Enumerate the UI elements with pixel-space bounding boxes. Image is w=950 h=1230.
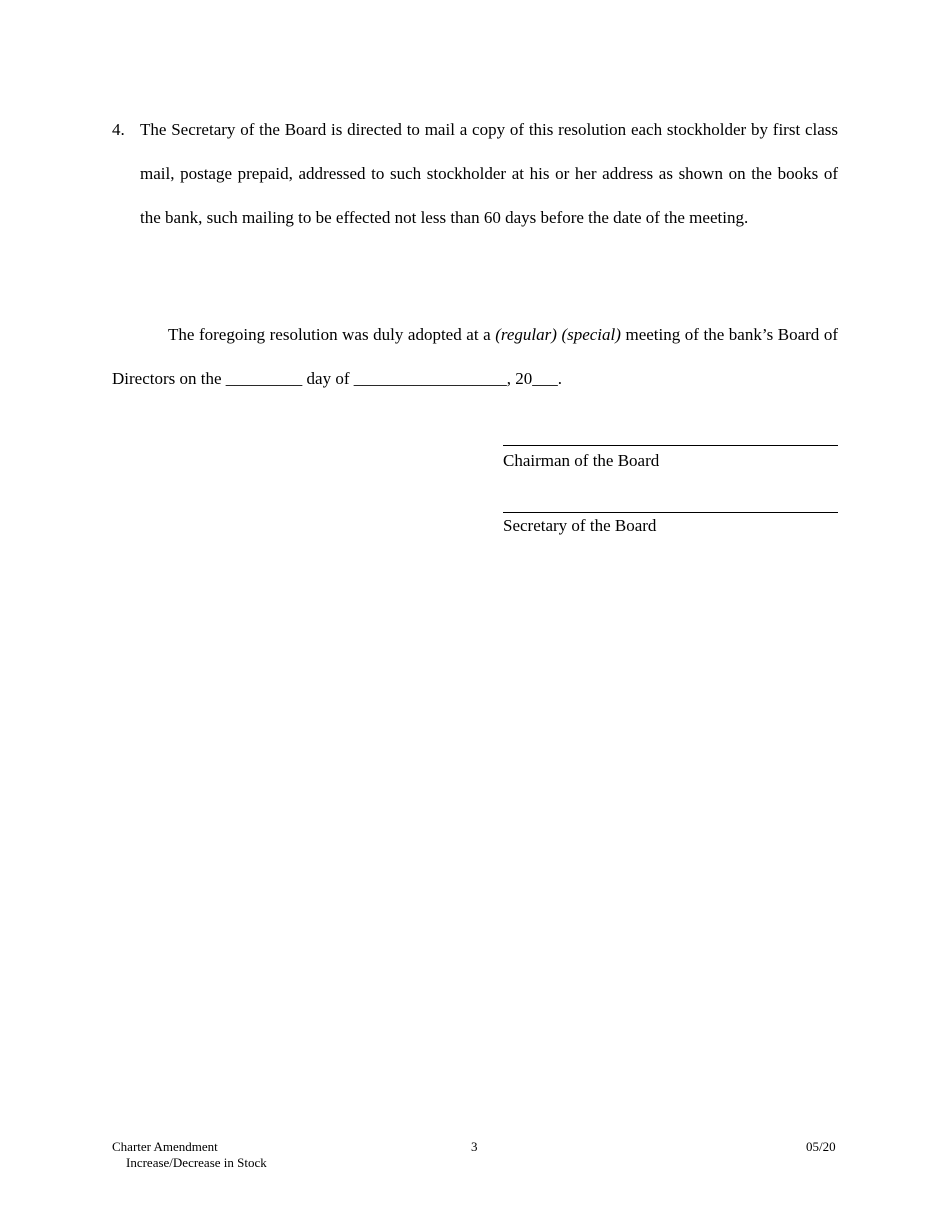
adoption-text-before: The foregoing resolution was duly adopted at a — [168, 325, 496, 344]
item-text: The Secretary of the Board is directed to mail a copy of this resolution each stockholder by first class mail, postage prepaid, addressed to such stockholder at his or her address as shown on the books of the bank, such mailing to be effected not less than 60 days before the date of the meeting. — [140, 120, 838, 227]
secretary-label: Secretary of the Board — [503, 516, 657, 535]
page-number: 3 — [471, 1139, 478, 1154]
secretary-signature-line[interactable] — [503, 512, 838, 513]
meeting-type: (regular) (special) — [495, 325, 621, 344]
footer-subtitle: Increase/Decrease in Stock — [126, 1155, 267, 1170]
adoption-text-after: meeting of the bank’s Board of Directors on the _________ day of __________________, 20___. — [112, 325, 838, 388]
footer-date: 05/20 — [806, 1139, 836, 1154]
chairman-signature-line[interactable] — [503, 445, 838, 446]
chairman-label: Chairman of the Board — [503, 451, 660, 470]
resolution-item-4 — [112, 108, 838, 240]
adoption-paragraph — [112, 313, 838, 401]
item-number: 4. — [112, 120, 125, 139]
footer-title: Charter Amendment — [112, 1139, 218, 1154]
